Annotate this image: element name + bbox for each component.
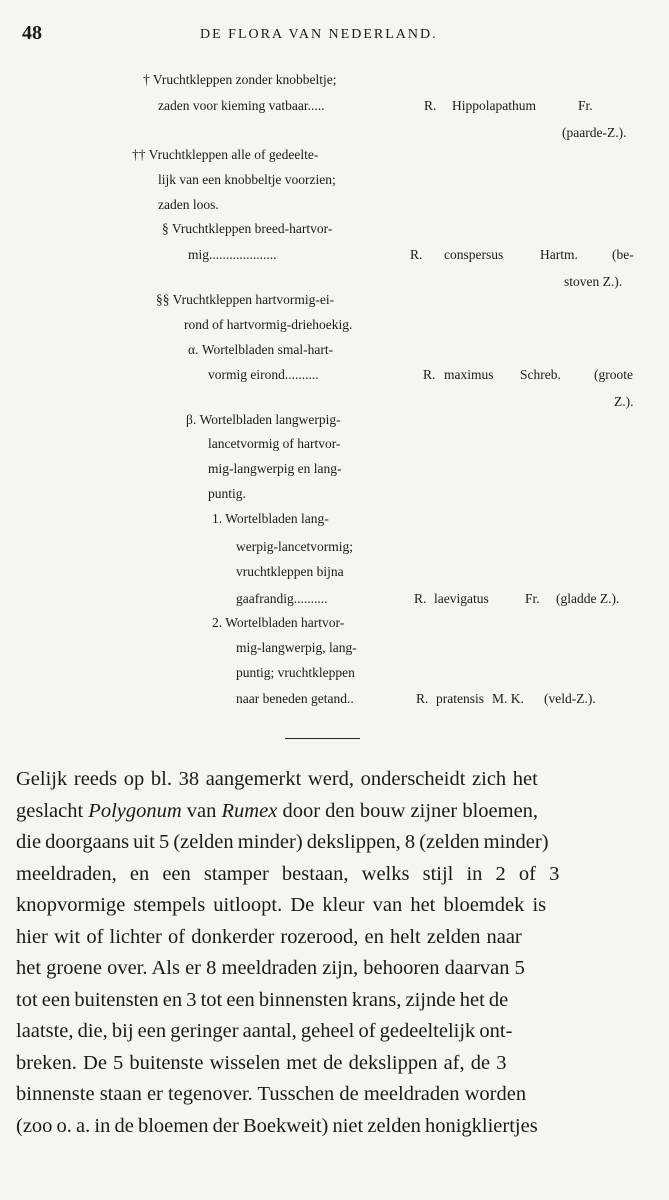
- key-line: zaden loos.: [158, 197, 219, 212]
- key-line: α. Wortelbladen smal-hart-: [188, 342, 334, 357]
- author-name: M. K.: [492, 691, 524, 706]
- genus-abbrev: R.: [423, 367, 436, 382]
- key-line: lancetvormig of hartvor-: [208, 436, 341, 451]
- species-name: conspersus: [444, 247, 504, 262]
- key-line: § Vruchtkleppen breed-hartvor-: [162, 221, 333, 236]
- common-name: (veld-Z.).: [544, 691, 596, 706]
- text-line: het groene over. Als er 8 meeldraden zijn, behooren daarvan 5: [16, 957, 525, 979]
- key-line: 1. Wortelbladen lang-: [212, 511, 329, 526]
- genus-abbrev: R.: [410, 247, 423, 262]
- author-name: Fr.: [525, 591, 540, 606]
- key-line: 2. Wortelbladen hartvor-: [212, 615, 345, 630]
- text-line: die doorgaans uit 5 (zelden minder) dekslippen, 8 (zelden minder): [16, 831, 549, 853]
- key-line: mig....................: [188, 247, 277, 262]
- text-line: tot een buitensten en 3 tot een binnensten krans, zijnde het de: [16, 988, 509, 1011]
- text-line: knopvormige stempels uitloopt. De kleur van het bloemdek is: [16, 894, 547, 916]
- text-line: (zoo o. a. in de bloemen der Boekweit) niet zelden honigkliertjes: [16, 1114, 538, 1137]
- key-line: puntig.: [208, 486, 246, 501]
- common-name: (be-: [612, 247, 634, 262]
- key-line: §§ Vruchtkleppen hartvormig-ei-: [156, 292, 335, 307]
- text-line: laatste, die, bij een geringer aantal, geheel of gedeeltelijk ont-: [16, 1020, 513, 1042]
- page-number: 48: [22, 22, 42, 44]
- key-line: vruchtkleppen bijna: [236, 564, 344, 579]
- common-name: (gladde Z.).: [556, 591, 620, 606]
- key-line: β. Wortelbladen langwerpig-: [186, 412, 341, 427]
- key-line: †† Vruchtkleppen alle of gedeelte-: [132, 147, 319, 162]
- key-line: gaafrandig..........: [236, 591, 328, 606]
- text-line: [16, 796, 638, 828]
- species-name: Hippolapathum: [452, 98, 536, 113]
- key-line: lijk van een knobbeltje voorzien;: [158, 172, 336, 187]
- author-name: Hartm.: [540, 247, 578, 262]
- genus-abbrev: R.: [416, 691, 429, 706]
- text-segment: van: [186, 799, 217, 822]
- section-divider: [285, 738, 360, 739]
- text-line: breken. De 5 buitenste wisselen met de dekslippen af, de 3: [16, 1051, 507, 1074]
- running-title: DE FLORA VAN NEDERLAND.: [200, 27, 438, 42]
- text-segment: geslacht: [16, 799, 84, 822]
- genus-name: Polygonum: [88, 799, 182, 822]
- species-name: laevigatus: [434, 591, 489, 606]
- text-segment: door den bouw zijner bloemen,: [282, 799, 539, 822]
- common-name: stoven Z.).: [564, 274, 623, 289]
- species-name: maximus: [444, 367, 494, 382]
- author-name: Fr.: [578, 98, 593, 113]
- text-line: binnenste staan er tegenover. Tusschen de meeldraden worden: [16, 1083, 527, 1105]
- genus-abbrev: R.: [424, 98, 437, 113]
- species-name: pratensis: [436, 691, 484, 706]
- genus-name: Rumex: [221, 799, 278, 822]
- text-line: meeldraden, en een stamper bestaan, welks stijl in 2 of 3: [16, 862, 560, 885]
- key-line: naar beneden getand..: [236, 691, 354, 706]
- key-line: † Vruchtkleppen zonder knobbeltje;: [143, 72, 337, 87]
- key-line: puntig; vruchtkleppen: [236, 665, 355, 680]
- key-line: mig-langwerpig, lang-: [236, 640, 357, 655]
- text-line: hier wit of lichter of donkerder rozerood, en helt zelden naar: [16, 925, 522, 948]
- page-header: [0, 20, 669, 50]
- author-name: Schreb.: [520, 367, 561, 382]
- body-paragraph: [16, 764, 638, 1142]
- key-line: zaden voor kieming vatbaar.....: [158, 98, 325, 113]
- key-line: mig-langwerpig en lang-: [208, 461, 342, 476]
- key-line: vormig eirond..........: [208, 367, 319, 382]
- text-line: Gelijk reeds op bl. 38 aangemerkt werd, onderscheidt zich het: [16, 768, 538, 790]
- common-name: (paarde-Z.).: [562, 125, 627, 140]
- common-name: Z.).: [614, 394, 634, 409]
- key-line: werpig-lancetvormig;: [236, 539, 353, 554]
- key-line: rond of hartvormig-driehoekig.: [184, 317, 353, 332]
- genus-abbrev: R.: [414, 591, 427, 606]
- common-name: (groote: [594, 367, 633, 382]
